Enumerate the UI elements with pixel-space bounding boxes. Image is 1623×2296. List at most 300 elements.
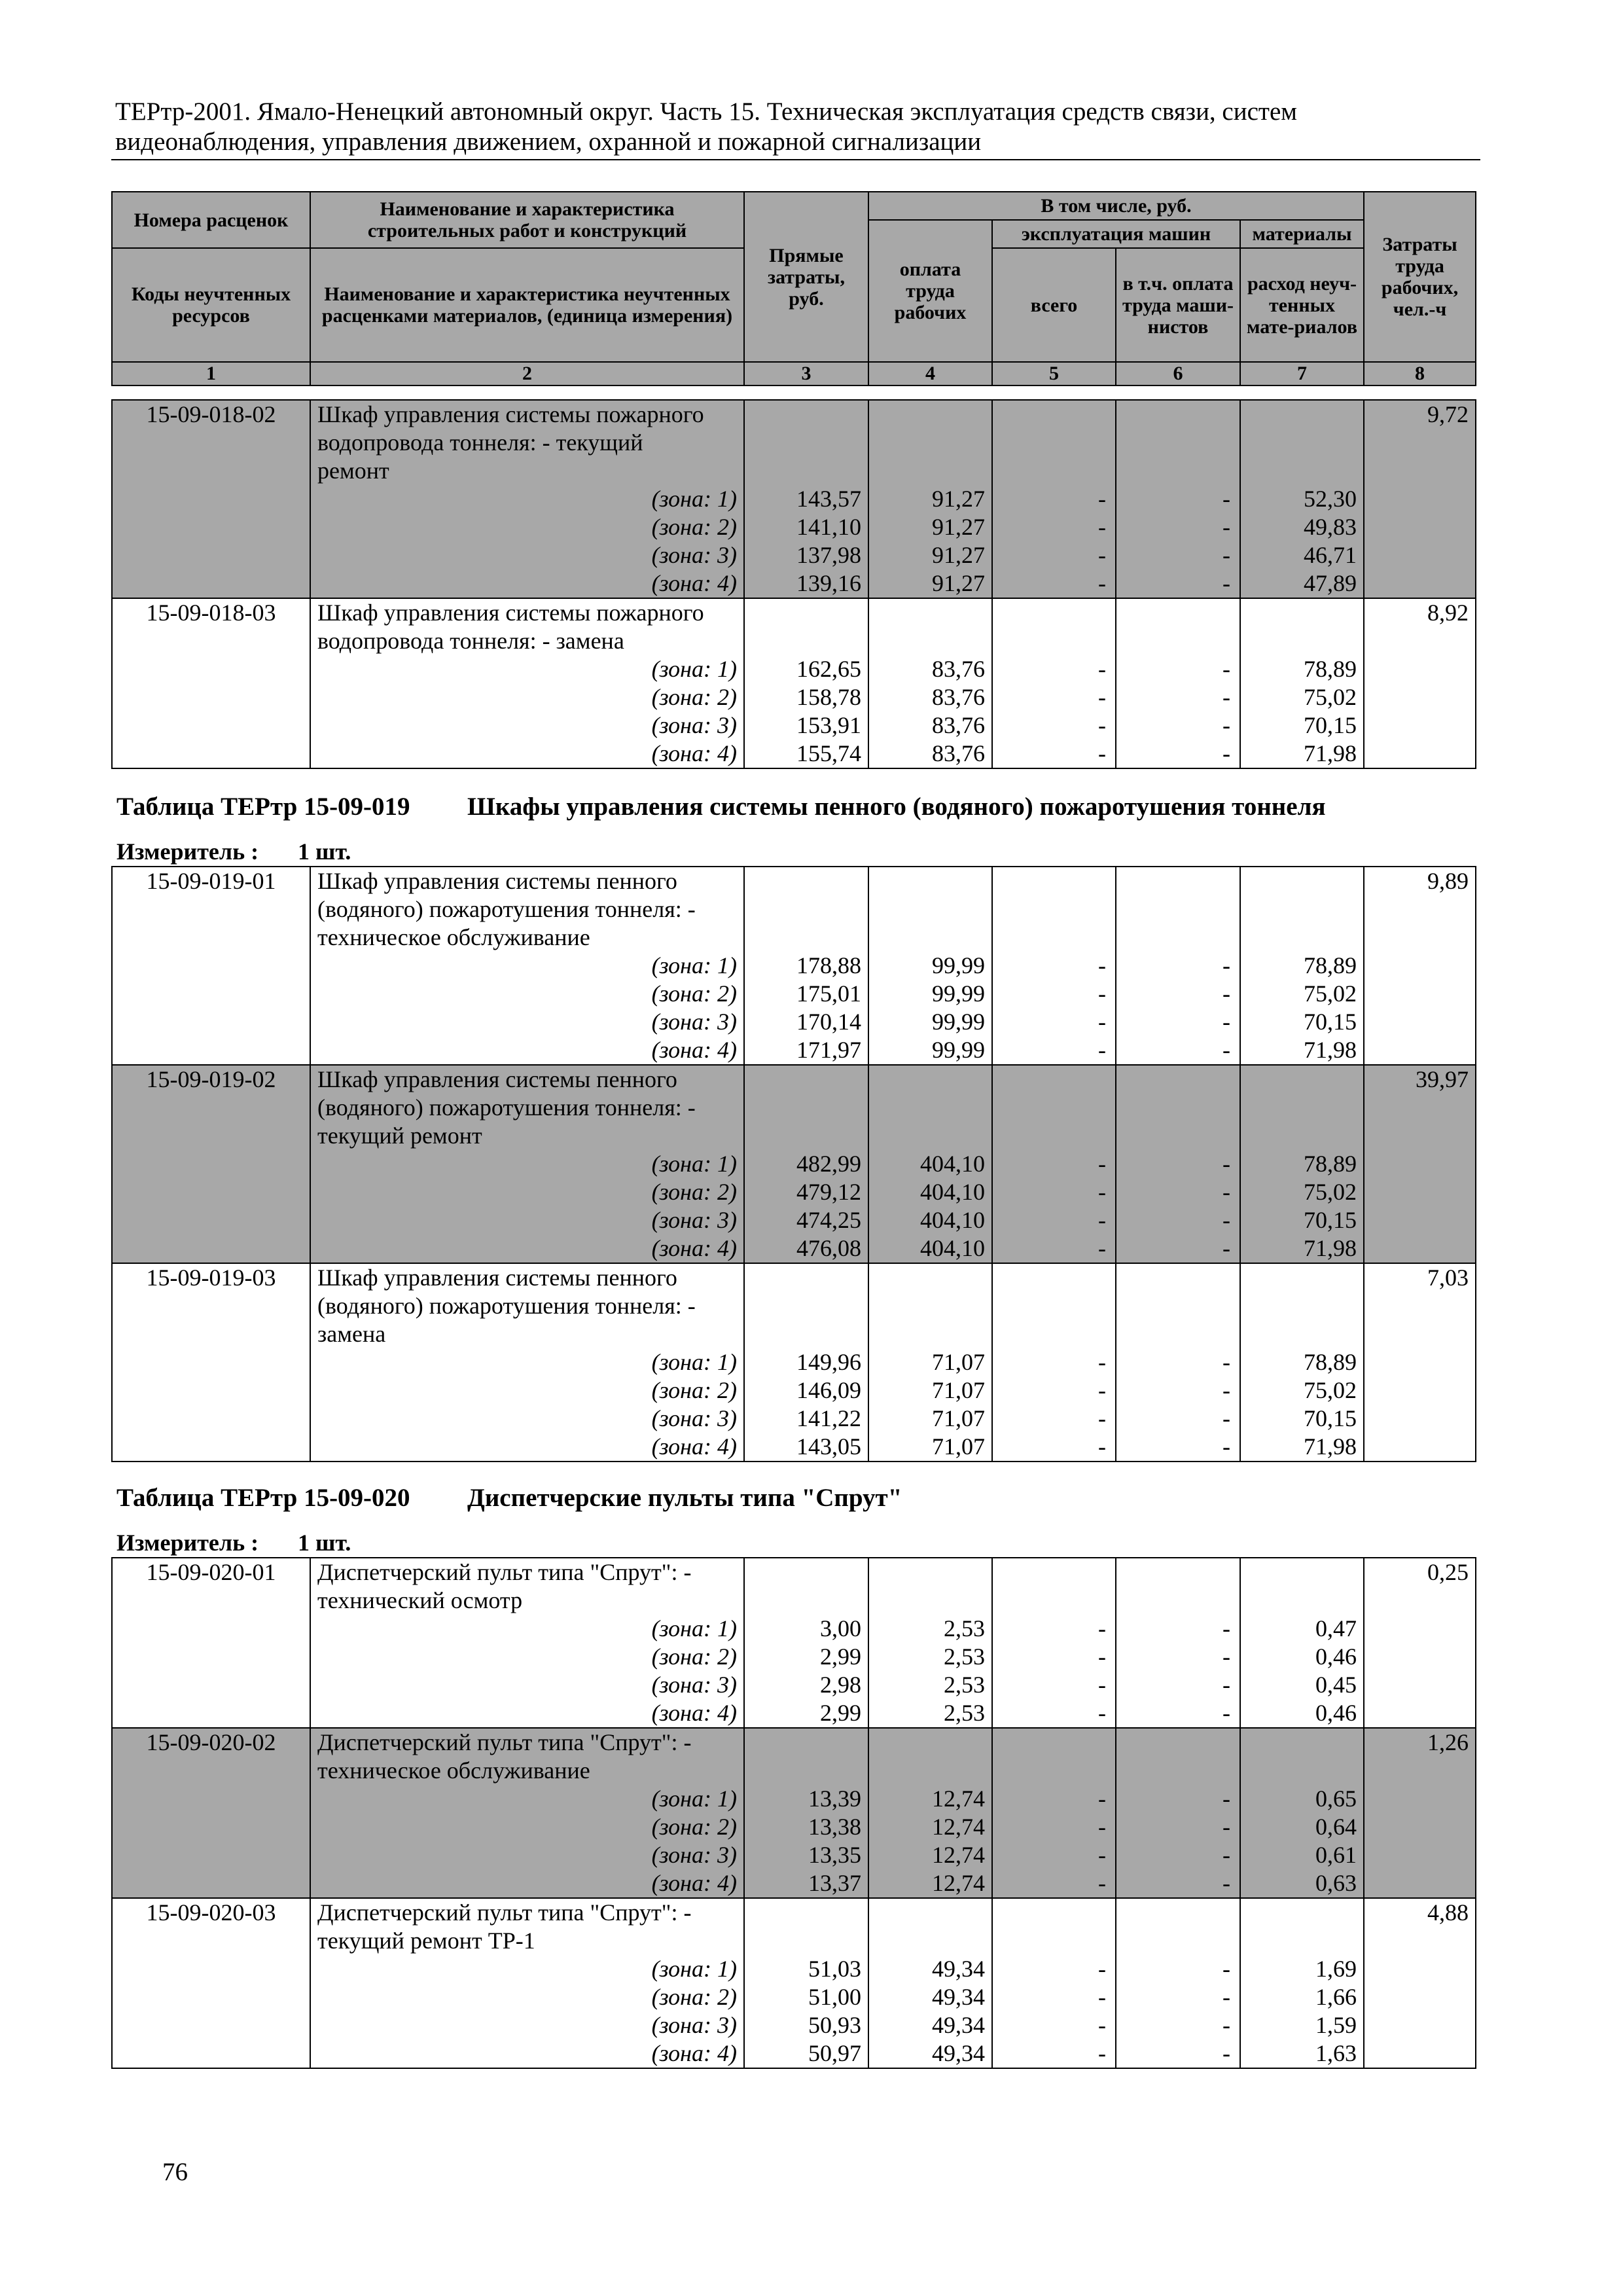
cell-empty — [112, 1757, 310, 1785]
material-cost: 75,02 — [1240, 1178, 1364, 1206]
cell-empty — [744, 924, 868, 952]
cell-empty — [1116, 627, 1240, 655]
cell-empty — [1364, 1348, 1476, 1376]
material-cost: 49,83 — [1240, 513, 1364, 541]
direct-cost: 479,12 — [744, 1178, 868, 1206]
col1-top-header: Номера расценок — [112, 192, 310, 248]
cell-empty — [1364, 1405, 1476, 1433]
cell-empty — [1364, 541, 1476, 569]
cell-empty — [112, 1320, 310, 1348]
table-row — [112, 513, 1476, 541]
cell-empty — [744, 429, 868, 457]
rate-name-line: текущий ремонт — [310, 1122, 744, 1150]
material-cost: 46,71 — [1240, 541, 1364, 569]
cell-empty — [1240, 598, 1364, 627]
cell-empty — [868, 867, 992, 895]
cell-empty — [868, 924, 992, 952]
cell-empty — [1364, 740, 1476, 768]
cell-empty — [1364, 1122, 1476, 1150]
section-name: Шкафы управления системы пенного (водяного) пожаротушения тоннеля — [467, 793, 1326, 821]
worker-wage: 83,76 — [868, 740, 992, 768]
col4-header: оплата труда рабочих — [868, 220, 992, 362]
table-row — [112, 429, 1476, 457]
worker-wage: 49,34 — [868, 1983, 992, 2011]
col8-header: Затраты труда рабочих, чел.-ч — [1364, 192, 1476, 362]
worker-wage: 83,76 — [868, 683, 992, 711]
labor-cost: 39,97 — [1364, 1065, 1476, 1094]
cell-empty — [1364, 1320, 1476, 1348]
machine-cost: - — [992, 1983, 1116, 2011]
cell-empty — [1364, 980, 1476, 1008]
cell-empty — [1116, 1094, 1240, 1122]
table-row — [112, 980, 1476, 1008]
zone-label: (зона: 1) — [310, 1955, 744, 1983]
cell-empty — [1116, 1757, 1240, 1785]
material-cost: 1,59 — [1240, 2011, 1364, 2039]
cell-empty — [868, 895, 992, 924]
zone-label: (зона: 1) — [310, 1348, 744, 1376]
zone-label: (зона: 2) — [310, 1813, 744, 1841]
zone-label: (зона: 3) — [310, 1405, 744, 1433]
direct-cost: 50,97 — [744, 2039, 868, 2068]
table-row — [112, 2039, 1476, 2068]
material-cost: 71,98 — [1240, 1036, 1364, 1065]
machinist-wage: - — [1116, 485, 1240, 513]
cell-empty — [112, 429, 310, 457]
cell-empty — [744, 1122, 868, 1150]
cell-empty — [112, 1433, 310, 1462]
table-row — [112, 924, 1476, 952]
machinist-wage: - — [1116, 1671, 1240, 1699]
cell-empty — [1116, 867, 1240, 895]
cell-empty — [1240, 1292, 1364, 1320]
machinist-wage: - — [1116, 1869, 1240, 1898]
machine-cost: - — [992, 1785, 1116, 1813]
machinist-wage: - — [1116, 1008, 1240, 1036]
zone-label: (зона: 2) — [310, 513, 744, 541]
zone-label: (зона: 3) — [310, 1671, 744, 1699]
cell-empty — [868, 627, 992, 655]
cell-empty — [112, 1376, 310, 1405]
material-cost: 78,89 — [1240, 1348, 1364, 1376]
cell-empty — [1116, 429, 1240, 457]
worker-wage: 71,07 — [868, 1376, 992, 1405]
cell-empty — [112, 1122, 310, 1150]
cell-empty — [744, 1292, 868, 1320]
table-row — [112, 1178, 1476, 1206]
machinist-wage: - — [1116, 1405, 1240, 1433]
table-row — [112, 598, 1476, 627]
cell-empty — [992, 598, 1116, 627]
cell-empty — [1364, 513, 1476, 541]
zone-label: (зона: 4) — [310, 740, 744, 768]
column-header-table — [111, 191, 1476, 386]
cell-empty — [868, 1065, 992, 1094]
cell-empty — [112, 655, 310, 683]
material-cost: 1,63 — [1240, 2039, 1364, 2068]
cell-empty — [1240, 867, 1364, 895]
zone-label: (зона: 1) — [310, 1150, 744, 1178]
cell-empty — [868, 400, 992, 429]
col-number: 7 — [1240, 362, 1364, 386]
cell-empty — [1240, 1094, 1364, 1122]
machinist-wage: - — [1116, 1206, 1240, 1234]
cell-empty — [1116, 1927, 1240, 1955]
table-row — [112, 1615, 1476, 1643]
cell-empty — [112, 485, 310, 513]
labor-cost: 7,03 — [1364, 1263, 1476, 1292]
zone-label: (зона: 3) — [310, 2011, 744, 2039]
table-row — [112, 1728, 1476, 1757]
table-row — [112, 1348, 1476, 1376]
measure-15-09-019 — [116, 838, 351, 865]
rate-name-line: водопровода тоннеля: - замена — [310, 627, 744, 655]
material-cost: 78,89 — [1240, 655, 1364, 683]
direct-cost: 482,99 — [744, 1150, 868, 1178]
zone-label: (зона: 1) — [310, 1785, 744, 1813]
machine-cost: - — [992, 1955, 1116, 1983]
direct-cost: 13,37 — [744, 1869, 868, 1898]
cell-empty — [744, 867, 868, 895]
zone-label: (зона: 1) — [310, 485, 744, 513]
material-cost: 0,61 — [1240, 1841, 1364, 1869]
direct-cost: 3,00 — [744, 1615, 868, 1643]
direct-cost: 2,99 — [744, 1699, 868, 1728]
col-number: 1 — [112, 362, 310, 386]
cell-empty — [1364, 1699, 1476, 1728]
zone-label: (зона: 4) — [310, 569, 744, 598]
machinist-wage: - — [1116, 1699, 1240, 1728]
direct-cost: 2,99 — [744, 1643, 868, 1671]
group-mat-header: материалы — [1240, 220, 1364, 248]
section-code: Таблица ТЕРтр 15-09-020 — [116, 1484, 410, 1512]
worker-wage: 49,34 — [868, 2011, 992, 2039]
table-row — [112, 1405, 1476, 1433]
material-cost: 47,89 — [1240, 569, 1364, 598]
table-row — [112, 1671, 1476, 1699]
cell-empty — [1364, 1869, 1476, 1898]
machinist-wage: - — [1116, 1178, 1240, 1206]
labor-cost: 8,92 — [1364, 598, 1476, 627]
cell-empty — [992, 1292, 1116, 1320]
direct-cost: 50,93 — [744, 2011, 868, 2039]
zone-label: (зона: 2) — [310, 1983, 744, 2011]
cell-empty — [1364, 895, 1476, 924]
rate-name-line: (водяного) пожаротушения тоннеля: - — [310, 895, 744, 924]
direct-cost: 139,16 — [744, 569, 868, 598]
worker-wage: 404,10 — [868, 1206, 992, 1234]
table-row — [112, 1757, 1476, 1785]
rate-name-line: техническое обслуживание — [310, 1757, 744, 1785]
cell-empty — [1364, 1150, 1476, 1178]
zone-label: (зона: 4) — [310, 1869, 744, 1898]
material-cost: 75,02 — [1240, 683, 1364, 711]
header-line-2: видеонаблюдения, управления движением, охранной и пожарной сигнализации — [115, 128, 982, 156]
machinist-wage: - — [1116, 1036, 1240, 1065]
table-row — [112, 1292, 1476, 1320]
table-row — [112, 569, 1476, 598]
cell-empty — [868, 1094, 992, 1122]
cell-empty — [112, 1234, 310, 1263]
cell-empty — [992, 1757, 1116, 1785]
direct-cost: 13,39 — [744, 1785, 868, 1813]
cell-empty — [868, 1292, 992, 1320]
direct-cost: 143,57 — [744, 485, 868, 513]
cell-empty — [1364, 924, 1476, 952]
machinist-wage: - — [1116, 1433, 1240, 1462]
direct-cost: 155,74 — [744, 740, 868, 768]
cell-empty — [992, 429, 1116, 457]
cell-empty — [992, 1065, 1116, 1094]
cell-empty — [868, 1263, 992, 1292]
machine-cost: - — [992, 711, 1116, 740]
worker-wage: 12,74 — [868, 1869, 992, 1898]
cell-empty — [1364, 2011, 1476, 2039]
rate-name-line: (водяного) пожаротушения тоннеля: - — [310, 1292, 744, 1320]
zone-label: (зона: 2) — [310, 1178, 744, 1206]
machine-cost: - — [992, 1813, 1116, 1841]
table-row — [112, 1841, 1476, 1869]
cell-empty — [112, 711, 310, 740]
cell-empty — [112, 1178, 310, 1206]
table-row — [112, 1263, 1476, 1292]
machine-cost: - — [992, 1150, 1116, 1178]
material-cost: 70,15 — [1240, 1405, 1364, 1433]
cell-empty — [992, 400, 1116, 429]
zone-label: (зона: 4) — [310, 1234, 744, 1263]
machinist-wage: - — [1116, 1234, 1240, 1263]
cell-empty — [1364, 1292, 1476, 1320]
cell-empty — [744, 1320, 868, 1348]
cell-empty — [1364, 1643, 1476, 1671]
labor-cost: 1,26 — [1364, 1728, 1476, 1757]
cell-empty — [1364, 1813, 1476, 1841]
machinist-wage: - — [1116, 683, 1240, 711]
worker-wage: 404,10 — [868, 1150, 992, 1178]
machinist-wage: - — [1116, 2039, 1240, 2068]
machinist-wage: - — [1116, 2011, 1240, 2039]
worker-wage: 99,99 — [868, 980, 992, 1008]
cell-empty — [868, 1122, 992, 1150]
worker-wage: 404,10 — [868, 1234, 992, 1263]
worker-wage: 49,34 — [868, 2039, 992, 2068]
cell-empty — [1240, 429, 1364, 457]
cell-empty — [744, 400, 868, 429]
cell-empty — [1240, 1587, 1364, 1615]
cell-empty — [744, 598, 868, 627]
worker-wage: 49,34 — [868, 1955, 992, 1983]
cell-empty — [112, 1699, 310, 1728]
labor-cost: 9,89 — [1364, 867, 1476, 895]
machinist-wage: - — [1116, 1983, 1240, 2011]
machine-cost: - — [992, 1433, 1116, 1462]
cell-empty — [992, 924, 1116, 952]
cell-empty — [1116, 400, 1240, 429]
zone-label: (зона: 1) — [310, 952, 744, 980]
cell-empty — [992, 1263, 1116, 1292]
worker-wage: 12,74 — [868, 1841, 992, 1869]
rate-name-line: Диспетчерский пульт типа "Спрут": - — [310, 1728, 744, 1757]
cell-empty — [1240, 1898, 1364, 1927]
machinist-wage: - — [1116, 1348, 1240, 1376]
cell-empty — [1240, 1263, 1364, 1292]
machinist-wage: - — [1116, 569, 1240, 598]
table-row — [112, 952, 1476, 980]
machine-cost: - — [992, 655, 1116, 683]
table-row — [112, 400, 1476, 429]
machinist-wage: - — [1116, 1785, 1240, 1813]
table-row — [112, 485, 1476, 513]
section-title-15-09-019 — [116, 792, 1326, 822]
worker-wage: 99,99 — [868, 1008, 992, 1036]
cell-empty — [744, 1094, 868, 1122]
material-cost: 0,63 — [1240, 1869, 1364, 1898]
cell-empty — [744, 1898, 868, 1927]
cell-empty — [112, 952, 310, 980]
machine-cost: - — [992, 1008, 1116, 1036]
material-cost: 0,46 — [1240, 1643, 1364, 1671]
table-row — [112, 1150, 1476, 1178]
header-rule — [111, 159, 1480, 160]
cell-empty — [1116, 1122, 1240, 1150]
cell-empty — [868, 429, 992, 457]
cell-empty — [112, 1643, 310, 1671]
material-cost: 70,15 — [1240, 1008, 1364, 1036]
direct-cost: 141,10 — [744, 513, 868, 541]
group-incl-header: В том числе, руб. — [868, 192, 1364, 220]
machinist-wage: - — [1116, 1150, 1240, 1178]
table-row — [112, 541, 1476, 569]
worker-wage: 71,07 — [868, 1348, 992, 1376]
cell-empty — [112, 457, 310, 485]
table-row — [112, 1376, 1476, 1405]
cell-empty — [112, 1008, 310, 1036]
material-cost: 78,89 — [1240, 1150, 1364, 1178]
direct-cost: 162,65 — [744, 655, 868, 683]
cell-empty — [1116, 1065, 1240, 1094]
worker-wage: 2,53 — [868, 1643, 992, 1671]
group-mach-header: эксплуатация машин — [992, 220, 1240, 248]
worker-wage: 12,74 — [868, 1785, 992, 1813]
cell-empty — [868, 1728, 992, 1757]
labor-cost: 0,25 — [1364, 1558, 1476, 1587]
cell-empty — [992, 895, 1116, 924]
table-row — [112, 1699, 1476, 1728]
machine-cost: - — [992, 1671, 1116, 1699]
cell-empty — [1116, 1558, 1240, 1587]
cell-empty — [992, 627, 1116, 655]
rate-name-line: Диспетчерский пульт типа "Спрут": - — [310, 1898, 744, 1927]
cell-empty — [744, 1728, 868, 1757]
table-row — [112, 1008, 1476, 1036]
measure-15-09-020 — [116, 1529, 351, 1556]
worker-wage: 71,07 — [868, 1433, 992, 1462]
cell-empty — [112, 683, 310, 711]
worker-wage: 91,27 — [868, 541, 992, 569]
rate-name-line: Шкаф управления системы пожарного — [310, 598, 744, 627]
cell-empty — [1364, 569, 1476, 598]
rate-name-line: Шкаф управления системы пенного — [310, 1263, 744, 1292]
cell-empty — [1364, 1757, 1476, 1785]
section-title-15-09-020 — [116, 1483, 902, 1513]
direct-cost: 158,78 — [744, 683, 868, 711]
cell-empty — [868, 1558, 992, 1587]
table-row — [112, 2011, 1476, 2039]
col-number: 5 — [992, 362, 1116, 386]
col2-bottom-header: Наименование и характеристика неучтенных расценками материалов, (единица измерения) — [310, 248, 744, 362]
material-cost: 71,98 — [1240, 1433, 1364, 1462]
cell-empty — [1364, 1841, 1476, 1869]
material-cost: 78,89 — [1240, 952, 1364, 980]
cell-empty — [1364, 655, 1476, 683]
table-row — [112, 627, 1476, 655]
cell-empty — [868, 598, 992, 627]
cell-empty — [1240, 1728, 1364, 1757]
cell-empty — [992, 1122, 1116, 1150]
cell-empty — [744, 627, 868, 655]
cell-empty — [992, 1320, 1116, 1348]
zone-label: (зона: 4) — [310, 1433, 744, 1462]
cell-empty — [1240, 1065, 1364, 1094]
rate-name-line: текущий ремонт ТР-1 — [310, 1927, 744, 1955]
cell-empty — [1240, 1927, 1364, 1955]
direct-cost: 143,05 — [744, 1433, 868, 1462]
page-number: 76 — [162, 2158, 188, 2186]
worker-wage: 99,99 — [868, 1036, 992, 1065]
cell-empty — [1116, 1587, 1240, 1615]
cell-empty — [112, 980, 310, 1008]
section-name: Диспетчерские пульты типа "Спрут" — [467, 1484, 902, 1512]
cell-empty — [1364, 2039, 1476, 2068]
table-row — [112, 1587, 1476, 1615]
zone-label: (зона: 2) — [310, 683, 744, 711]
col6-header: в т.ч. оплата труда маши-нистов — [1116, 248, 1240, 362]
table-row — [112, 683, 1476, 711]
worker-wage: 2,53 — [868, 1615, 992, 1643]
material-cost: 0,64 — [1240, 1813, 1364, 1841]
machine-cost: - — [992, 1036, 1116, 1065]
machine-cost: - — [992, 952, 1116, 980]
cell-empty — [1116, 895, 1240, 924]
cell-empty — [744, 457, 868, 485]
zone-label: (зона: 2) — [310, 1376, 744, 1405]
direct-cost: 178,88 — [744, 952, 868, 980]
cell-empty — [1364, 711, 1476, 740]
measure-value: 1 шт. — [298, 838, 351, 865]
material-cost: 0,47 — [1240, 1615, 1364, 1643]
cell-empty — [1240, 895, 1364, 924]
direct-cost: 51,03 — [744, 1955, 868, 1983]
cell-empty — [1240, 1122, 1364, 1150]
cell-empty — [992, 1094, 1116, 1122]
cell-empty — [868, 1898, 992, 1927]
table-row — [112, 1643, 1476, 1671]
machine-cost: - — [992, 1376, 1116, 1405]
cell-empty — [1364, 485, 1476, 513]
cell-empty — [112, 1587, 310, 1615]
cell-empty — [1364, 627, 1476, 655]
cell-empty — [112, 1927, 310, 1955]
rate-code: 15-09-018-03 — [112, 598, 310, 627]
page-header — [115, 97, 1476, 157]
cell-empty — [1364, 457, 1476, 485]
cell-empty — [1116, 1292, 1240, 1320]
rate-name-line: Диспетчерский пульт типа "Спрут": - — [310, 1558, 744, 1587]
machine-cost: - — [992, 2011, 1116, 2039]
cell-empty — [112, 1869, 310, 1898]
header-line-1: ТЕРтр-2001. Ямало-Ненецкий автономный округ. Часть 15. Техническая эксплуатация средств связи, систем — [115, 98, 1297, 126]
machine-cost: - — [992, 1405, 1116, 1433]
